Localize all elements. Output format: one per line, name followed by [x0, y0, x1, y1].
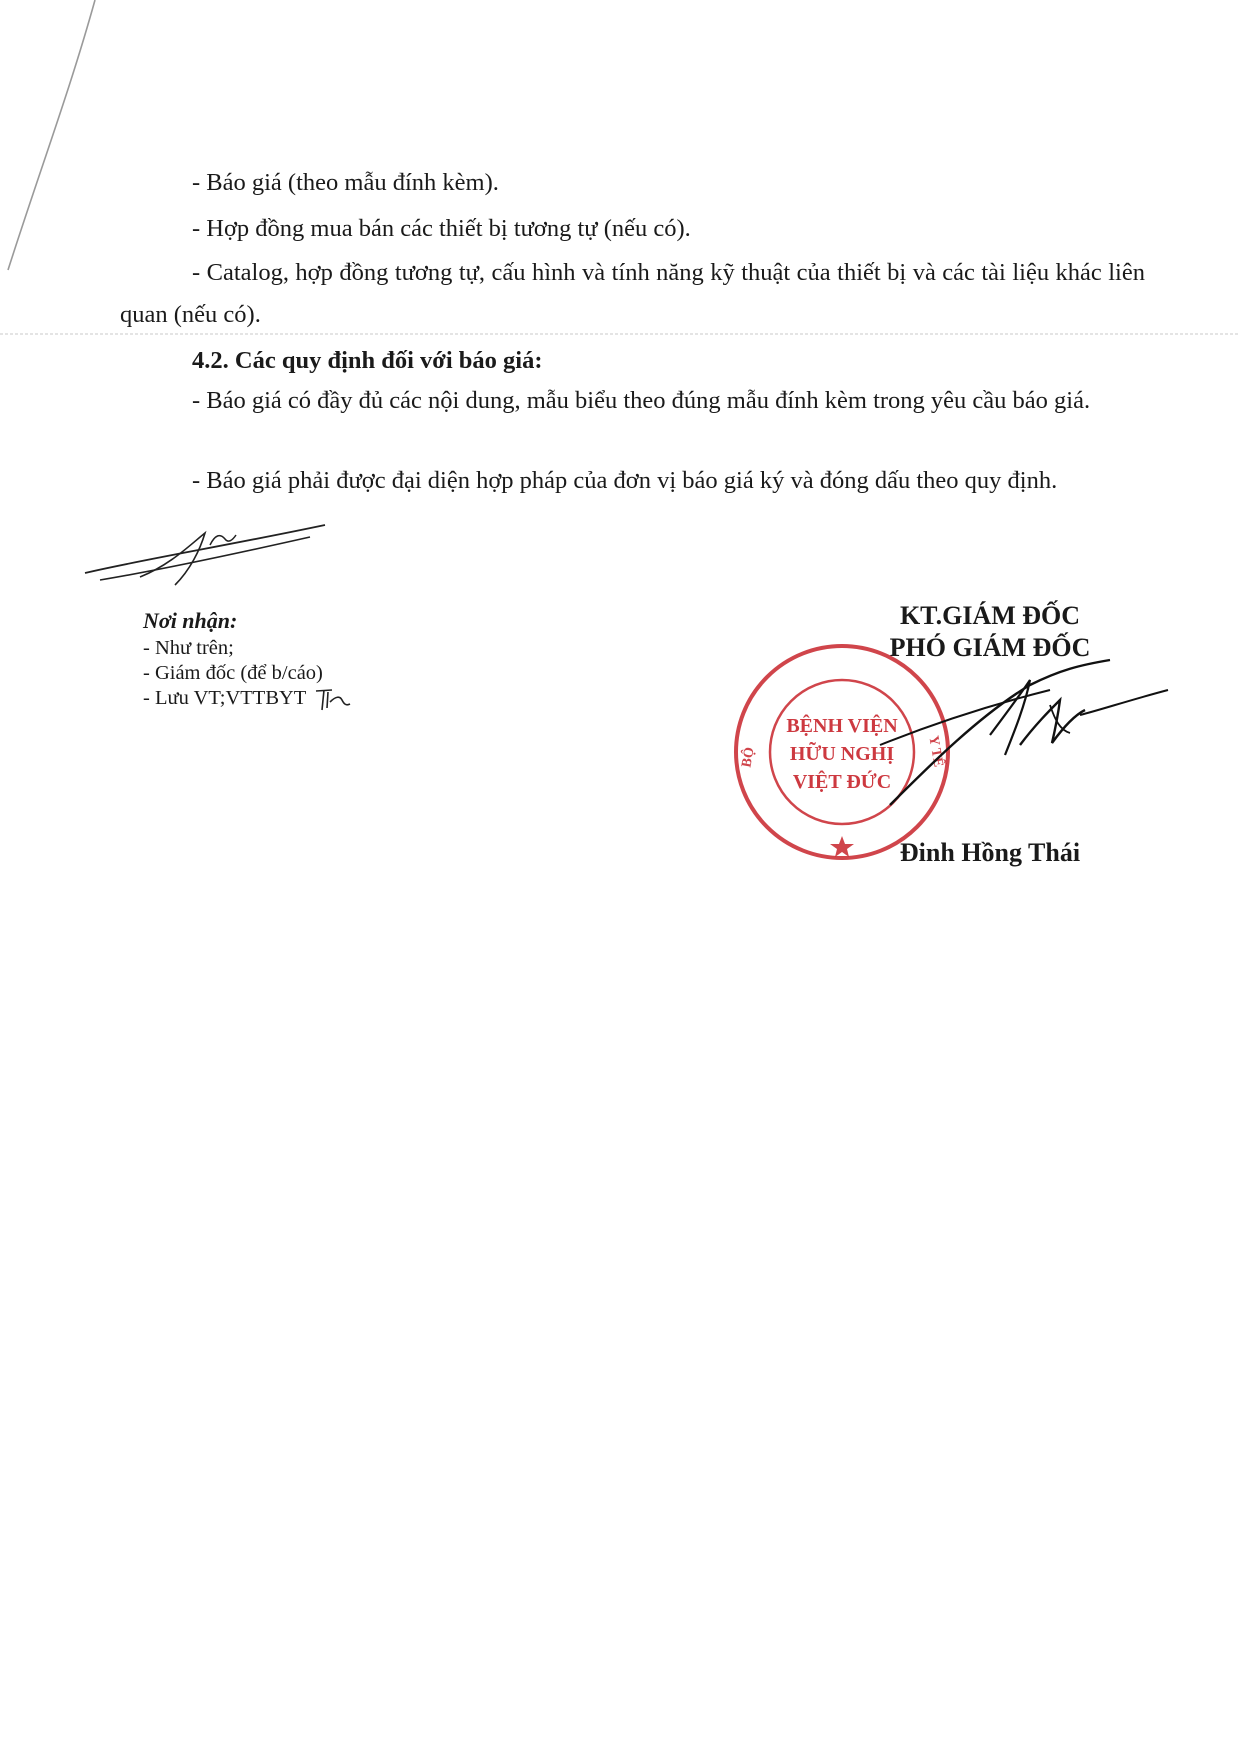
scan-edge-mark [0, 0, 120, 300]
section-heading-4-2: 4.2. Các quy định đối với báo giá: [192, 347, 543, 374]
signature-title-line1: KT.GIÁM ĐỐC [899, 601, 1081, 630]
paragraph-quote-content: - Báo giá có đầy đủ các nội dung, mẫu biểu theo đúng mẫu đính kèm trong yêu cầu báo giá. [192, 387, 1091, 414]
paragraph-quote-signature: - Báo giá phải được đại diện hợp pháp của đơn vị báo giá ký và đóng dấu theo quy định. [192, 467, 1058, 494]
stamp-star-icon [830, 836, 854, 857]
stamp-text-line3: VIỆT ĐỨC [792, 771, 892, 793]
handwritten-initial-mark [312, 686, 352, 712]
stamp-ring-right: Y TẾ [925, 734, 946, 769]
stamp-text-line1: BỆNH VIỆN [786, 715, 898, 737]
recipient-item: - Như trên; [143, 637, 234, 659]
paragraph-catalog: - Catalog, hợp đồng tương tự, cấu hình và tính năng kỹ thuật của thiết bị và các tài liệu khác liên quan (nếu có). [120, 259, 1145, 328]
paragraph-quote-form: - Báo giá (theo mẫu đính kèm). [192, 169, 499, 196]
director-signature [870, 655, 1170, 815]
stamp-text-line2: HỮU NGHỊ [789, 743, 895, 765]
recipient-item-text: - Lưu VT;VTTBYT [143, 687, 307, 709]
recipients-title: Nơi nhận: [143, 608, 238, 633]
paragraph-similar-contracts: - Hợp đồng mua bán các thiết bị tương tự (nếu có). [192, 215, 691, 242]
signature-title-line2: PHÓ GIÁM ĐỐC [889, 633, 1091, 662]
recipient-item-archive [143, 686, 352, 712]
signer-name: Đinh Hồng Thái [899, 838, 1081, 867]
stamp-ring-left: BỘ [739, 746, 758, 769]
recipients-block [143, 606, 352, 712]
initial-signature [80, 515, 330, 595]
recipient-item: - Giám đốc (để b/cáo) [143, 662, 323, 684]
